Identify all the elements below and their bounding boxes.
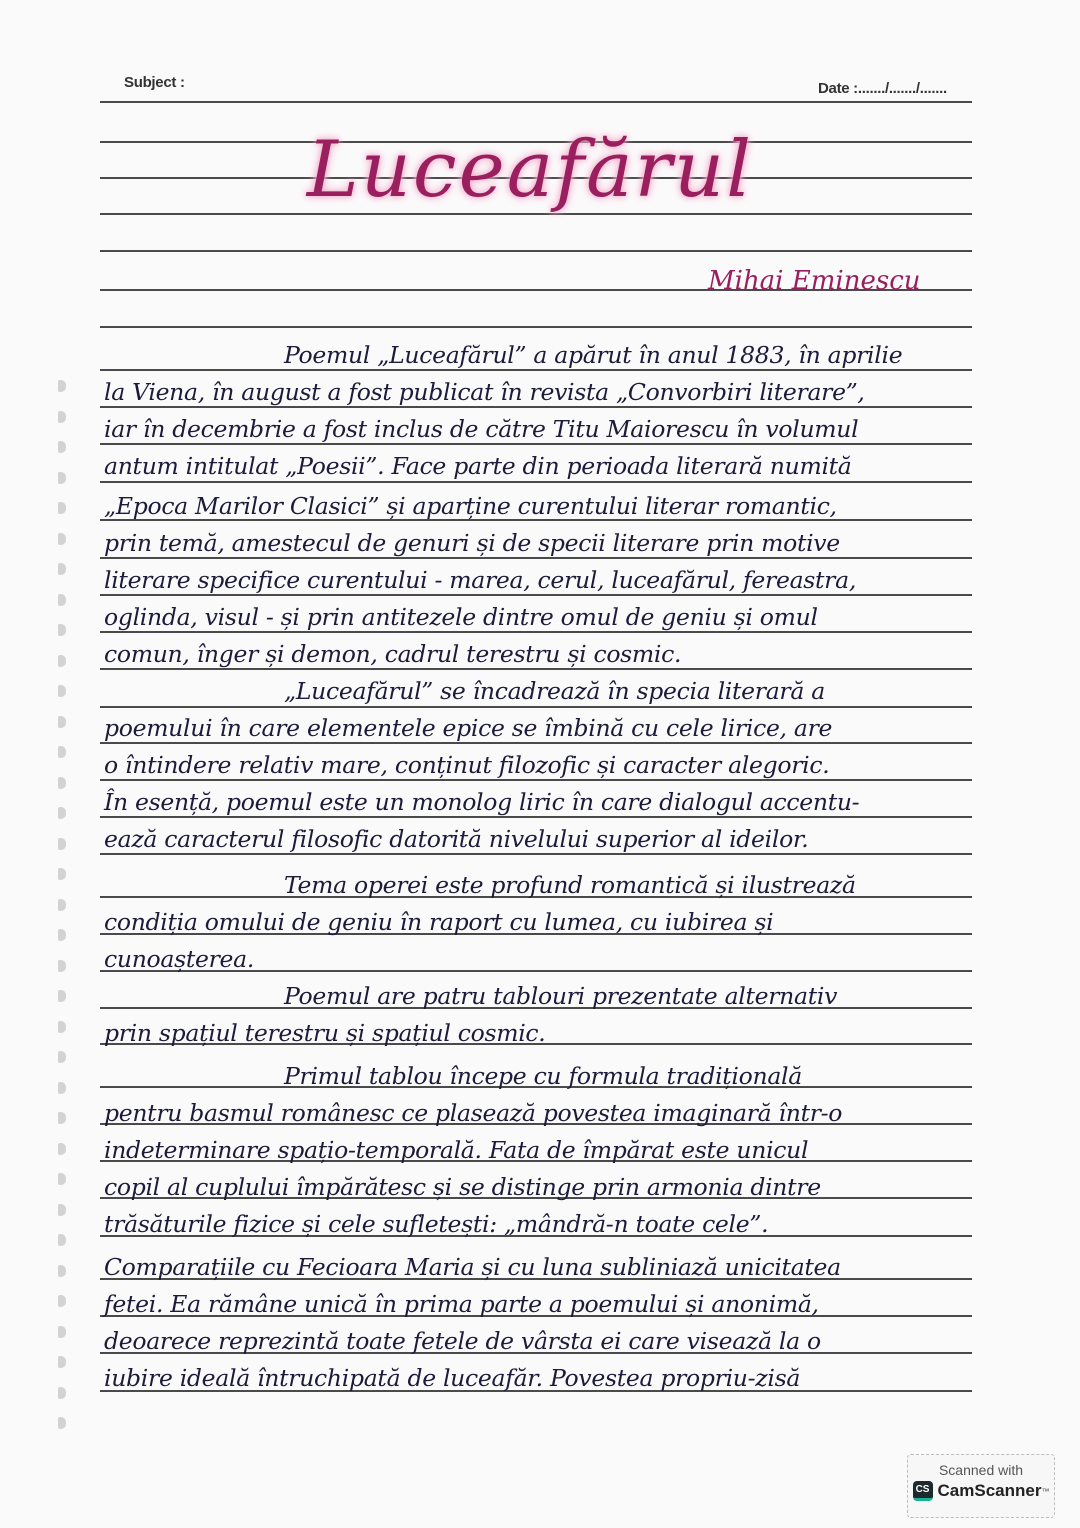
text-line: Tema operei este profund romantică și ilustrează bbox=[284, 871, 856, 899]
punch-hole bbox=[58, 441, 66, 453]
punch-hole bbox=[58, 1112, 66, 1124]
camscanner-watermark bbox=[907, 1454, 1055, 1518]
watermark-caption: Scanned with bbox=[938, 1462, 1024, 1478]
ruled-line bbox=[100, 481, 972, 483]
punch-hole bbox=[58, 380, 66, 392]
punch-hole bbox=[58, 1326, 66, 1338]
text-line: condiția omului de geniu în raport cu lumea, cu iubirea și bbox=[104, 908, 774, 936]
text-line: Poemul are patru tablouri prezentate alternativ bbox=[284, 982, 838, 1010]
punch-hole bbox=[58, 899, 66, 911]
date-label: Date :......./......./....... bbox=[818, 80, 947, 97]
punch-hole bbox=[58, 1204, 66, 1216]
text-line: iubire ideală întruchipată de luceafăr. Povestea propriu-zisă bbox=[104, 1364, 801, 1392]
text-line: prin temă, amestecul de genuri și de specii literare prin motive bbox=[104, 529, 840, 557]
punch-hole bbox=[58, 868, 66, 880]
text-line: ează caracterul filosofic datorită nivelului superior al ideilor. bbox=[104, 825, 809, 853]
text-line: Primul tablou începe cu formula tradițională bbox=[284, 1062, 802, 1090]
punch-hole bbox=[58, 1417, 66, 1429]
punch-hole bbox=[58, 1143, 66, 1155]
text-line: oglinda, visul - și prin antitezele dintre omul de geniu și omul bbox=[104, 603, 818, 631]
text-line: fetei. Ea rămâne unică în prima parte a poemului și anonimă, bbox=[104, 1290, 819, 1318]
text-line: poemului în care elementele epice se îmbină cu cele lirice, are bbox=[104, 714, 833, 742]
punch-hole bbox=[58, 716, 66, 728]
author-name: Mihai Eminescu bbox=[708, 266, 921, 296]
punch-hole bbox=[58, 1234, 66, 1246]
punch-hole bbox=[58, 1265, 66, 1277]
punch-hole bbox=[58, 624, 66, 636]
punch-hole bbox=[58, 655, 66, 667]
punch-hole bbox=[58, 411, 66, 423]
text-line: comun, înger și demon, cadrul terestru și cosmic. bbox=[104, 640, 682, 668]
punch-hole bbox=[58, 1082, 66, 1094]
text-line: copil al cuplului împărătesc și se distinge prin armonia dintre bbox=[104, 1173, 821, 1201]
punch-hole bbox=[58, 777, 66, 789]
ruled-line bbox=[100, 326, 972, 328]
text-line: iar în decembrie a fost inclus de către Titu Maiorescu în volumul bbox=[104, 415, 859, 443]
punch-hole bbox=[58, 1173, 66, 1185]
punch-hole bbox=[58, 746, 66, 758]
punch-hole bbox=[58, 472, 66, 484]
page-title: Luceafărul bbox=[306, 125, 754, 215]
text-line: deoarece reprezintă toate fetele de vârsta ei care visează la o bbox=[104, 1327, 821, 1355]
punch-hole bbox=[58, 594, 66, 606]
punch-hole bbox=[58, 685, 66, 697]
ruled-line bbox=[100, 101, 972, 103]
punch-hole bbox=[58, 990, 66, 1002]
punch-hole bbox=[58, 533, 66, 545]
text-line: cunoașterea. bbox=[104, 945, 255, 973]
subject-label: Subject : bbox=[124, 74, 185, 91]
text-line: prin spațiul terestru și spațiul cosmic. bbox=[104, 1019, 546, 1047]
punch-hole bbox=[58, 929, 66, 941]
text-line: „Luceafărul” se încadrează în specia literară a bbox=[284, 677, 825, 705]
punch-hole bbox=[58, 807, 66, 819]
punch-hole bbox=[58, 1295, 66, 1307]
punch-hole bbox=[58, 1387, 66, 1399]
text-line: antum intitulat „Poesii”. Face parte din perioada literară numită bbox=[104, 452, 852, 480]
watermark-brand: CamScanner bbox=[937, 1481, 1042, 1500]
text-line: o întindere relativ mare, conținut filozofic și caracter alegoric. bbox=[104, 751, 830, 779]
text-line: literare specifice curentului - marea, cerul, luceafărul, fereastra, bbox=[104, 566, 856, 594]
text-line: pentru basmul românesc ce plasează povestea imaginară într-o bbox=[104, 1099, 843, 1127]
trademark-mark: ™ bbox=[1041, 1486, 1050, 1496]
text-line: Poemul „Luceafărul” a apărut în anul 1883, în aprilie bbox=[284, 341, 903, 369]
punch-hole bbox=[58, 502, 66, 514]
punch-hole bbox=[58, 1356, 66, 1368]
text-line: indeterminare spațio-temporală. Fata de împărat este unicul bbox=[104, 1136, 809, 1164]
text-line: la Viena, în august a fost publicat în revista „Convorbiri literare”, bbox=[104, 378, 865, 406]
punch-hole bbox=[58, 838, 66, 850]
text-line: În esență, poemul este un monolog liric în care dialogul accentu- bbox=[104, 788, 860, 816]
punch-hole bbox=[58, 563, 66, 575]
ruled-line bbox=[100, 250, 972, 252]
text-line: „Epoca Marilor Clasici” și aparține curentului literar romantic, bbox=[104, 492, 837, 520]
punch-hole bbox=[58, 1021, 66, 1033]
text-line: Comparațiile cu Fecioara Maria și cu luna subliniază unicitatea bbox=[104, 1253, 841, 1281]
punch-hole bbox=[58, 960, 66, 972]
ruled-line bbox=[100, 706, 972, 708]
text-line: trăsăturile fizice și cele sufletești: „mândră-n toate cele”. bbox=[104, 1210, 769, 1238]
camscanner-logo-icon: CS bbox=[913, 1481, 933, 1501]
punch-hole bbox=[58, 1051, 66, 1063]
